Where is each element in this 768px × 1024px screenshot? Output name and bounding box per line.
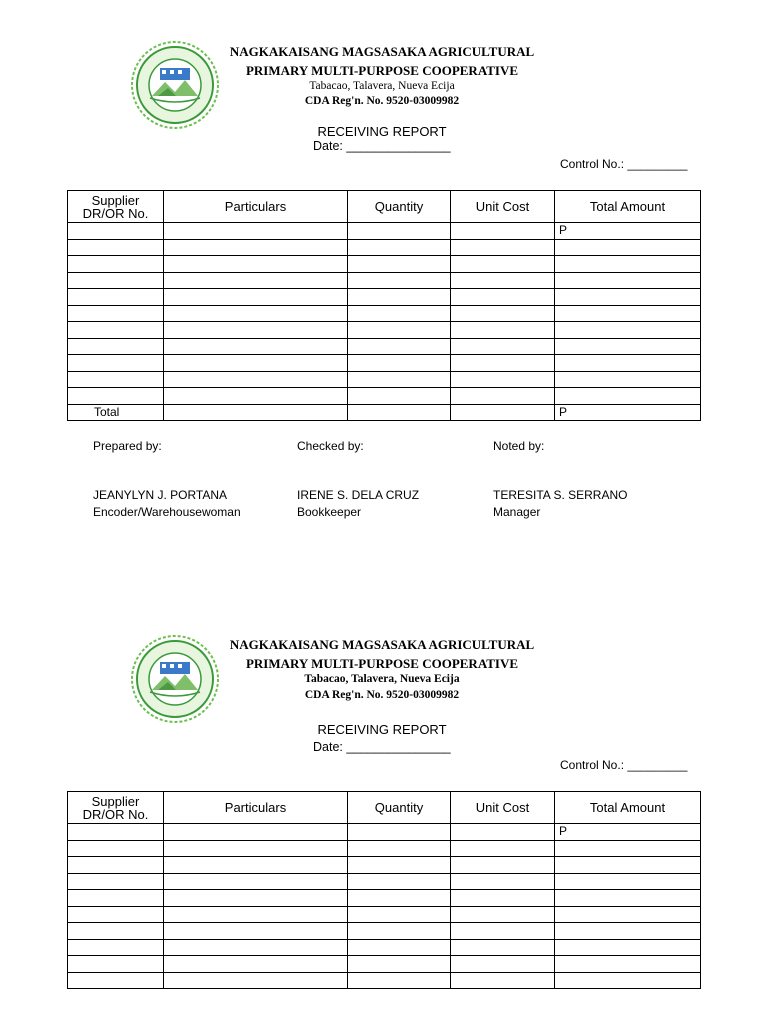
- table-cell[interactable]: [451, 840, 555, 857]
- table-cell[interactable]: [555, 840, 701, 857]
- table-cell[interactable]: [164, 890, 348, 907]
- table-cell[interactable]: [68, 873, 164, 890]
- table-cell[interactable]: [451, 322, 555, 339]
- table-cell[interactable]: [164, 824, 348, 841]
- table-cell[interactable]: [68, 906, 164, 923]
- org-address: Tabacao, Talavera, Nueva Ecija: [309, 80, 455, 92]
- table-total-row: [68, 404, 701, 421]
- table-row: [68, 956, 701, 973]
- report-title: RECEIVING REPORT: [317, 124, 447, 139]
- table-cell[interactable]: [164, 404, 348, 421]
- table-cell[interactable]: [451, 906, 555, 923]
- table-cell[interactable]: [348, 322, 451, 339]
- table-cell[interactable]: [348, 388, 451, 405]
- table-cell[interactable]: [68, 355, 164, 372]
- table-cell[interactable]: [348, 873, 451, 890]
- table-cell[interactable]: [164, 906, 348, 923]
- table-cell[interactable]: [164, 256, 348, 273]
- table-cell[interactable]: [348, 256, 451, 273]
- table-cell[interactable]: [555, 939, 701, 956]
- table-cell[interactable]: [68, 923, 164, 940]
- noted-by-label: Noted by:: [493, 439, 545, 453]
- table-cell[interactable]: [555, 972, 701, 989]
- table-row: [68, 256, 701, 273]
- total-label: Total: [68, 404, 164, 421]
- header-supplier: Supplier DR/OR No.: [68, 191, 164, 223]
- table-cell[interactable]: [451, 923, 555, 940]
- table-row: [68, 972, 701, 989]
- table-cell[interactable]: [164, 923, 348, 940]
- noted-by-title: Manager: [493, 505, 541, 519]
- table-cell[interactable]: [348, 956, 451, 973]
- table-row: [68, 371, 701, 388]
- table-cell[interactable]: [451, 873, 555, 890]
- table-cell[interactable]: [164, 972, 348, 989]
- table-cell[interactable]: [451, 256, 555, 273]
- table-row: [68, 338, 701, 355]
- table-row: [68, 388, 701, 405]
- table-cell[interactable]: [348, 857, 451, 874]
- header-supplier: Supplier DR/OR No.: [68, 792, 164, 824]
- control-number-field: Control No.: _________: [560, 157, 688, 171]
- table-cell[interactable]: [348, 404, 451, 421]
- table-cell[interactable]: [68, 972, 164, 989]
- table-cell[interactable]: [451, 371, 555, 388]
- table-row: [68, 857, 701, 874]
- table-cell[interactable]: [68, 305, 164, 322]
- org-name-line2: PRIMARY MULTI-PURPOSE COOPERATIVE: [245, 63, 519, 78]
- date-field: Date: _______________: [313, 139, 451, 153]
- table-cell[interactable]: [348, 355, 451, 372]
- table-cell[interactable]: [164, 873, 348, 890]
- table-header-row: [68, 792, 701, 824]
- table-cell[interactable]: [348, 338, 451, 355]
- table-row: [68, 355, 701, 372]
- table-cell[interactable]: [68, 371, 164, 388]
- receiving-table: [67, 190, 701, 421]
- table-row: [68, 939, 701, 956]
- table-row: [68, 840, 701, 857]
- table-cell[interactable]: [164, 956, 348, 973]
- table-cell[interactable]: [555, 857, 701, 874]
- table-cell[interactable]: [68, 388, 164, 405]
- table-cell[interactable]: [68, 223, 164, 240]
- table-cell[interactable]: [348, 305, 451, 322]
- table-cell[interactable]: [348, 824, 451, 841]
- table-cell[interactable]: [68, 890, 164, 907]
- table-cell[interactable]: [164, 338, 348, 355]
- table-cell[interactable]: [164, 239, 348, 256]
- table-cell[interactable]: [348, 371, 451, 388]
- table-cell[interactable]: [68, 256, 164, 273]
- header-particulars: Particulars: [164, 191, 348, 223]
- table-cell[interactable]: [555, 239, 701, 256]
- table-cell[interactable]: [348, 890, 451, 907]
- table-cell[interactable]: [555, 923, 701, 940]
- table-cell[interactable]: [555, 256, 701, 273]
- table-cell[interactable]: [164, 371, 348, 388]
- table-cell[interactable]: [451, 956, 555, 973]
- table-cell[interactable]: [451, 857, 555, 874]
- table-cell[interactable]: [68, 857, 164, 874]
- table-cell[interactable]: [348, 923, 451, 940]
- table-cell[interactable]: [555, 873, 701, 890]
- table-cell[interactable]: [451, 972, 555, 989]
- checked-by-name: IRENE S. DELA CRUZ: [297, 488, 420, 502]
- table-cell[interactable]: [555, 956, 701, 973]
- table-cell[interactable]: [451, 388, 555, 405]
- table-cell[interactable]: [164, 223, 348, 240]
- table-cell[interactable]: [451, 939, 555, 956]
- table-cell[interactable]: [348, 840, 451, 857]
- table-cell[interactable]: [451, 338, 555, 355]
- table-cell[interactable]: [164, 272, 348, 289]
- date-field: Date: _______________: [313, 740, 451, 754]
- table-cell[interactable]: [348, 939, 451, 956]
- prepared-by-name: JEANYLYN J. PORTANA: [93, 488, 228, 502]
- org-address: Tabacao, Talavera, Nueva Ecija: [304, 673, 460, 685]
- table-cell[interactable]: [164, 840, 348, 857]
- table-cell[interactable]: [68, 239, 164, 256]
- table-cell[interactable]: [68, 840, 164, 857]
- table-cell[interactable]: [451, 305, 555, 322]
- control-number-field: Control No.: _________: [560, 758, 688, 772]
- header-quantity: Quantity: [348, 792, 451, 824]
- org-name-line2: PRIMARY MULTI-PURPOSE COOPERATIVE: [245, 656, 519, 671]
- table-cell[interactable]: [451, 824, 555, 841]
- table-cell[interactable]: P: [555, 223, 701, 240]
- table-row: [68, 906, 701, 923]
- table-cell[interactable]: [555, 355, 701, 372]
- header-quantity: Quantity: [348, 191, 451, 223]
- table-row: [68, 923, 701, 940]
- table-cell[interactable]: [348, 972, 451, 989]
- header-unit-cost: Unit Cost: [451, 191, 555, 223]
- table-cell[interactable]: [451, 272, 555, 289]
- noted-by-name: TERESITA S. SERRANO: [493, 488, 628, 502]
- table-row: [68, 873, 701, 890]
- table-cell[interactable]: P: [555, 404, 701, 421]
- table-row: [68, 824, 701, 841]
- table-cell[interactable]: [348, 272, 451, 289]
- table-cell[interactable]: [348, 223, 451, 240]
- table-cell[interactable]: [451, 890, 555, 907]
- table-cell[interactable]: [451, 404, 555, 421]
- table-cell[interactable]: [555, 272, 701, 289]
- table-cell[interactable]: [451, 289, 555, 306]
- table-cell[interactable]: [164, 939, 348, 956]
- org-cda-reg: CDA Reg'n. No. 9520-03009982: [304, 689, 460, 701]
- table-cell[interactable]: [555, 388, 701, 405]
- header-unit-cost: Unit Cost: [451, 792, 555, 824]
- table-body: [68, 223, 701, 421]
- org-cda-reg: CDA Reg'n. No. 9520-03009982: [304, 95, 460, 107]
- table-cell[interactable]: [555, 305, 701, 322]
- table-cell[interactable]: [164, 305, 348, 322]
- table-row: [68, 223, 701, 240]
- table-cell[interactable]: [68, 322, 164, 339]
- checked-by-title: Bookkeeper: [297, 505, 362, 519]
- table-cell[interactable]: P: [555, 824, 701, 841]
- table-cell[interactable]: [164, 322, 348, 339]
- table-row: [68, 305, 701, 322]
- table-cell[interactable]: [164, 388, 348, 405]
- checked-by-label: Checked by:: [297, 439, 364, 453]
- table-body: [68, 824, 701, 989]
- table-cell[interactable]: [68, 939, 164, 956]
- org-name-line1: NAGKAKAISANG MAGSASAKA AGRICULTURAL: [229, 637, 535, 652]
- table-cell[interactable]: [348, 239, 451, 256]
- table-cell[interactable]: [451, 239, 555, 256]
- table-cell[interactable]: [68, 338, 164, 355]
- receiving-table: [67, 791, 701, 989]
- table-cell[interactable]: [348, 289, 451, 306]
- header-total-amount: Total Amount: [555, 191, 701, 223]
- table-cell[interactable]: [68, 956, 164, 973]
- table-cell[interactable]: [555, 338, 701, 355]
- org-name-line1: NAGKAKAISANG MAGSASAKA AGRICULTURAL: [229, 44, 535, 59]
- table-cell[interactable]: [164, 355, 348, 372]
- table-row: [68, 322, 701, 339]
- table-cell[interactable]: [555, 890, 701, 907]
- table-cell[interactable]: [555, 371, 701, 388]
- table-cell[interactable]: [451, 223, 555, 240]
- table-row: [68, 272, 701, 289]
- table-cell[interactable]: [555, 322, 701, 339]
- prepared-by-label: Prepared by:: [93, 439, 162, 453]
- table-cell[interactable]: [164, 857, 348, 874]
- header-total-amount: Total Amount: [555, 792, 701, 824]
- prepared-by-title: Encoder/Warehousewoman: [93, 505, 241, 519]
- table-row: [68, 890, 701, 907]
- report-title: RECEIVING REPORT: [317, 722, 447, 737]
- table-cell[interactable]: [68, 289, 164, 306]
- table-row: [68, 239, 701, 256]
- table-cell[interactable]: [555, 906, 701, 923]
- table-cell[interactable]: [164, 289, 348, 306]
- header-particulars: Particulars: [164, 792, 348, 824]
- table-cell[interactable]: [451, 355, 555, 372]
- table-header-row: [68, 191, 701, 223]
- table-cell[interactable]: [68, 272, 164, 289]
- table-row: [68, 289, 701, 306]
- table-cell[interactable]: [555, 289, 701, 306]
- table-cell[interactable]: [348, 906, 451, 923]
- table-cell[interactable]: [68, 824, 164, 841]
